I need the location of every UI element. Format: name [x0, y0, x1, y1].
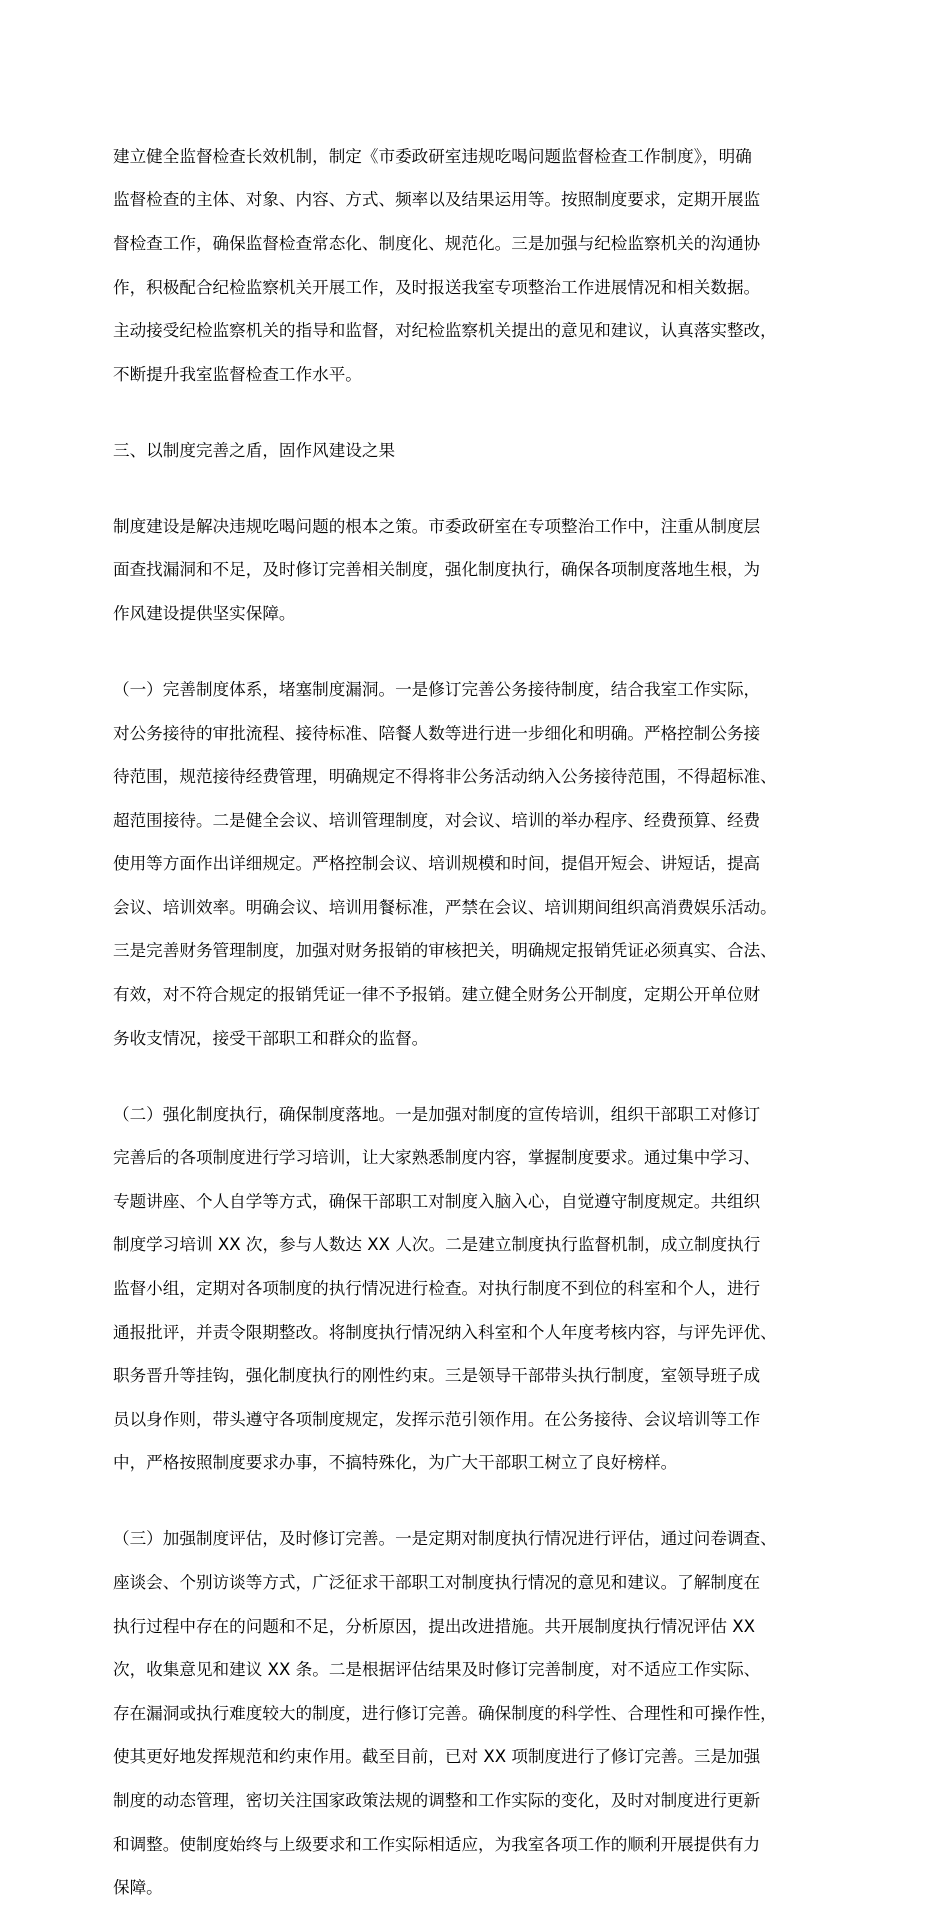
text-line: 待范围，规范接待经费管理，明确规定不得将非公务活动纳入公务接待范围，不得超标准、 — [113, 767, 777, 787]
text-line: （三）加强制度评估，及时修订完善。一是定期对制度执行情况进行评估，通过问卷调查、 — [113, 1529, 777, 1549]
text-line: 不断提升我室监督检查工作水平。 — [113, 364, 362, 384]
section-heading-three — [113, 418, 858, 483]
text-line: 座谈会、个别访谈等方式，广泛征求干部职工对制度执行情况的意见和建议。了解制度在 — [113, 1572, 761, 1592]
text-line: 存在漏洞或执行难度较大的制度，进行修订完善。确保制度的科学性、合理性和可操作性， — [113, 1703, 777, 1723]
text-line: （一）完善制度体系，堵塞制度漏洞。一是修订完善公务接待制度，结合我室工作实际， — [113, 679, 761, 699]
text-line: 面查找漏洞和不足，及时修订完善相关制度，强化制度执行，确保各项制度落地生根，为 — [113, 560, 761, 580]
text-line: 使用等方面作出详细规定。严格控制会议、培训规模和时间，提倡开短会、讲短话，提高 — [113, 854, 761, 874]
text-line: 务收支情况，接受干部职工和群众的监督。 — [113, 1028, 429, 1048]
text-line: 制度学习培训 XX 次，参与人数达 XX 人次。二是建立制度执行监督机制，成立制度执行 — [113, 1235, 761, 1255]
document-body — [113, 124, 858, 1931]
text-line: （二）强化制度执行，确保制度落地。一是加强对制度的宣传培训，组织干部职工对修订 — [113, 1104, 761, 1124]
paragraph-item-one — [113, 657, 858, 1071]
section-heading-text: 三、以制度完善之盾，固作风建设之果 — [113, 440, 396, 460]
text-line: 职务晋升等挂钩，强化制度执行的刚性约束。三是领导干部带头执行制度，室领导班子成 — [113, 1366, 761, 1386]
text-line: 制度的动态管理，密切关注国家政策法规的调整和工作实际的变化，及时对制度进行更新 — [113, 1790, 761, 1810]
paragraph-item-three — [113, 1507, 858, 1921]
text-line: 会议、培训效率。明确会议、培训用餐标准，严禁在会议、培训期间组织高消费娱乐活动。 — [113, 897, 777, 917]
text-line: 完善后的各项制度进行学习培训，让大家熟悉制度内容，掌握制度要求。通过集中学习、 — [113, 1148, 761, 1168]
text-line: 中，严格按照制度要求办事，不搞特殊化，为广大干部职工树立了良好榜样。 — [113, 1453, 678, 1473]
text-line: 有效，对不符合规定的报销凭证一律不予报销。建立健全财务公开制度，定期公开单位财 — [113, 985, 761, 1005]
text-line: 监督小组，定期对各项制度的执行情况进行检查。对执行制度不到位的科室和个人，进行 — [113, 1279, 761, 1299]
text-line: 对公务接待的审批流程、接待标准、陪餐人数等进行进一步细化和明确。严格控制公务接 — [113, 723, 761, 743]
text-line: 专题讲座、个人自学等方式，确保干部职工对制度入脑入心，自觉遵守制度规定。共组织 — [113, 1191, 761, 1211]
text-line: 使其更好地发挥规范和约束作用。截至目前，已对 XX 项制度进行了修订完善。三是加强 — [113, 1747, 761, 1767]
text-line: 督检查工作，确保监督检查常态化、制度化、规范化。三是加强与纪检监察机关的沟通协 — [113, 233, 761, 253]
paragraph-supervision-mechanism — [113, 124, 858, 407]
text-line: 员以身作则，带头遵守各项制度规定，发挥示范引领作用。在公务接待、会议培训等工作 — [113, 1409, 761, 1429]
text-line: 保障。 — [113, 1878, 163, 1898]
text-line: 监督检查的主体、对象、内容、方式、频率以及结果运用等。按照制度要求，定期开展监 — [113, 190, 761, 210]
text-line: 通报批评，并责令限期整改。将制度执行情况纳入科室和个人年度考核内容，与评先评优、 — [113, 1322, 777, 1342]
text-line: 和调整。使制度始终与上级要求和工作实际相适应，为我室各项工作的顺利开展提供有力 — [113, 1834, 761, 1854]
paragraph-item-two — [113, 1082, 858, 1496]
text-line: 主动接受纪检监察机关的指导和监督，对纪检监察机关提出的意见和建议，认真落实整改， — [113, 321, 777, 341]
text-line: 作，积极配合纪检监察机关开展工作，及时报送我室专项整治工作进展情况和相关数据。 — [113, 277, 761, 297]
text-line: 次，收集意见和建议 XX 条。二是根据评估结果及时修订完善制度，对不适应工作实际、 — [113, 1660, 761, 1680]
text-line: 三是完善财务管理制度，加强对财务报销的审核把关，明确规定报销凭证必须真实、合法、 — [113, 941, 777, 961]
text-line: 建立健全监督检查长效机制，制定《市委政研室违规吃喝问题监督检查工作制度》，明确 — [113, 146, 752, 166]
text-line: 超范围接待。二是健全会议、培训管理制度，对会议、培训的举办程序、经费预算、经费 — [113, 810, 761, 830]
text-line: 制度建设是解决违规吃喝问题的根本之策。市委政研室在专项整治工作中，注重从制度层 — [113, 516, 761, 536]
paragraph-system-building-intro — [113, 494, 858, 647]
text-line: 执行过程中存在的问题和不足，分析原因，提出改进措施。共开展制度执行情况评估 XX — [113, 1616, 755, 1636]
text-line: 作风建设提供坚实保障。 — [113, 603, 296, 623]
